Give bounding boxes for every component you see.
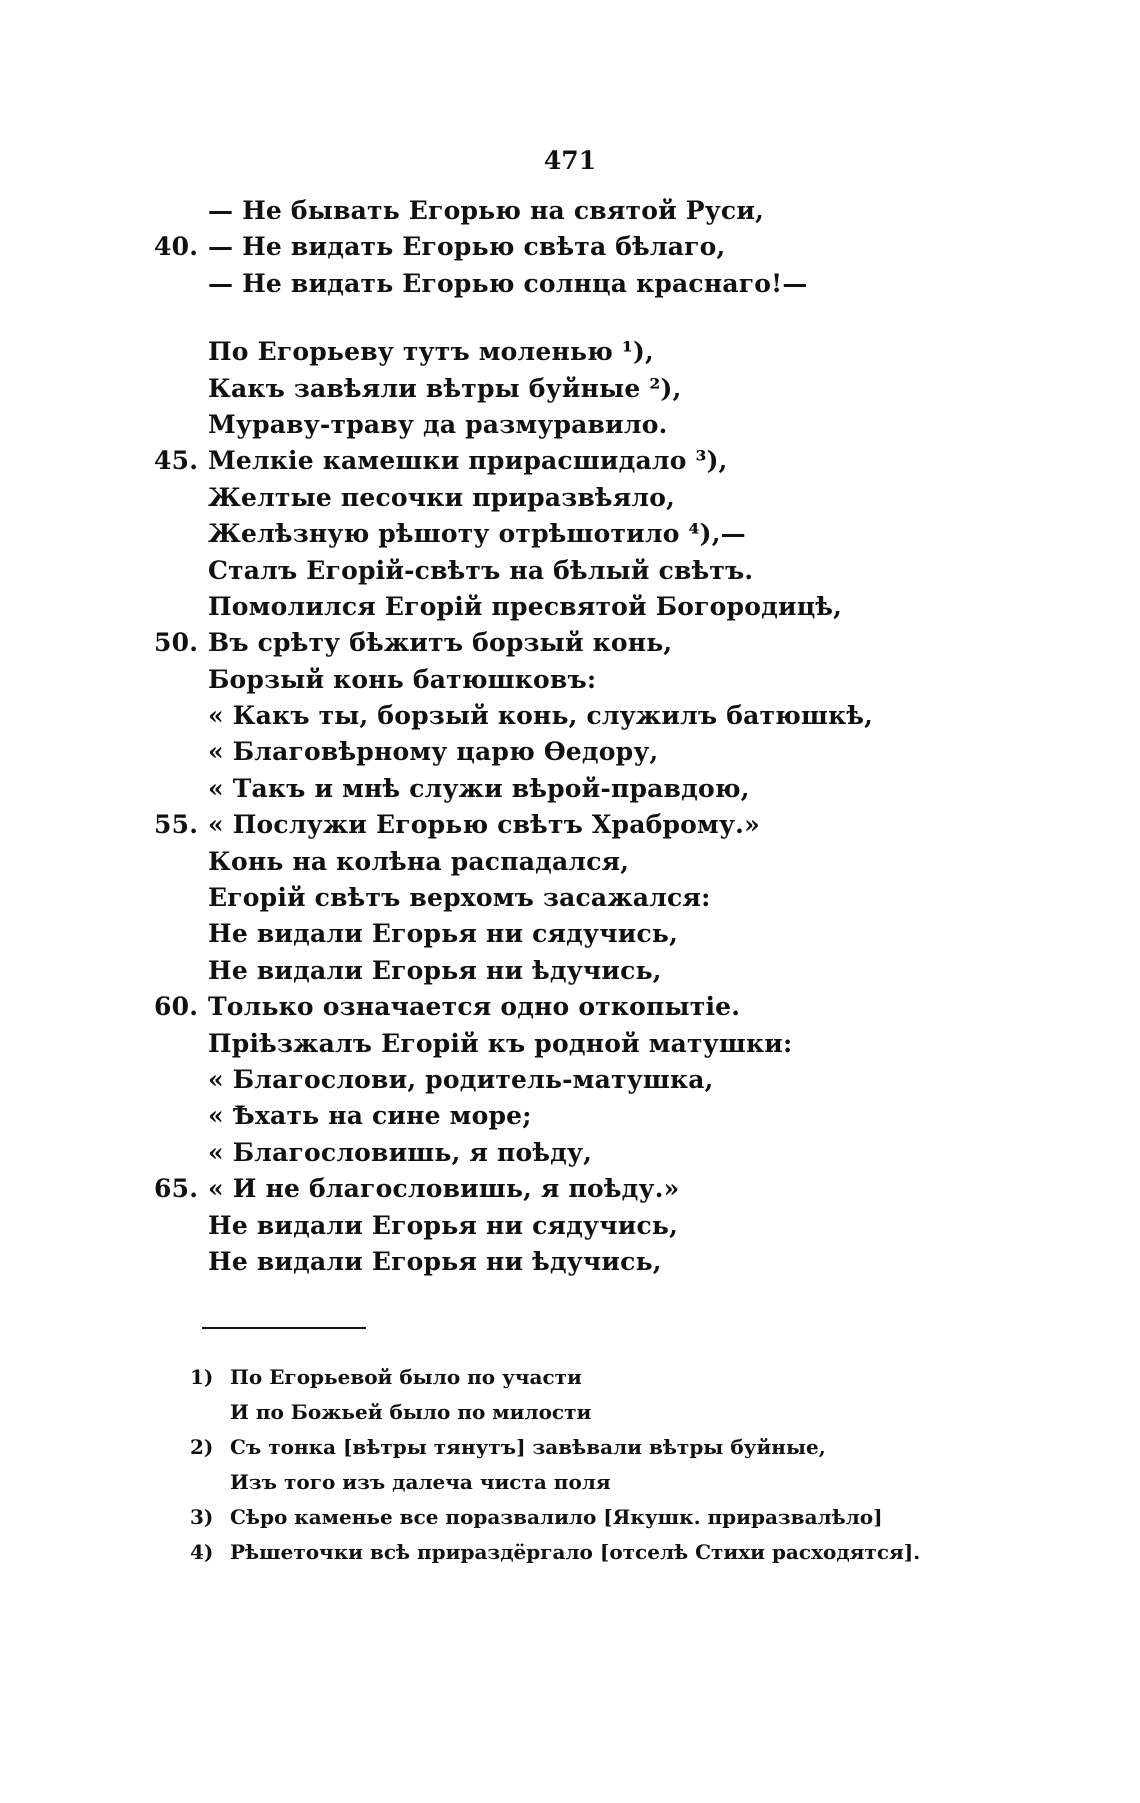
verse-line: [0, 443, 1140, 479]
verse-line: [0, 1208, 1140, 1244]
line-text: Пріѣзжалъ Егорій къ родной матушки:: [208, 1028, 793, 1058]
verse-line: [0, 734, 1140, 770]
line-text: Сталъ Егорій-свѣтъ на бѣлый свѣтъ.: [208, 555, 754, 585]
line-text: Въ срѣту бѣжитъ борзый конь,: [208, 628, 673, 658]
footnote-text: Изъ того изъ далеча чиста поля: [230, 1470, 611, 1494]
line-text: « Благовѣрному царю Ѳедору,: [208, 737, 659, 767]
line-text: Какъ завѣяли вѣтры буйные ²),: [208, 373, 682, 403]
line-text: — Не бывать Егорью на святой Руси,: [208, 196, 764, 225]
line-text: Не видали Егорья ни сядучись,: [208, 1210, 678, 1240]
line-text: Желѣзную рѣшоту отрѣшотило ⁴),—: [208, 519, 746, 549]
verse-line: [0, 1135, 1140, 1171]
verse-line: [0, 553, 1140, 589]
verse-line: [0, 480, 1140, 516]
verse-line: [0, 880, 1140, 916]
line-text: Не видали Егорья ни ѣдучись,: [208, 955, 662, 985]
line-text: Борзый конь батюшковъ:: [208, 664, 597, 694]
line-text: « Какъ ты, борзый конь, служилъ батюшкѣ,: [208, 701, 874, 731]
verse-line: [0, 1171, 1140, 1207]
line-text: « Благословишь, я поѣду,: [208, 1137, 593, 1167]
line-text: Мураву-траву да размуравило.: [208, 409, 668, 439]
footnotes-block: [0, 1360, 1140, 1570]
line-text: Мелкіе камешки прирасшидало ³),: [208, 446, 728, 476]
page-number: 471: [543, 146, 597, 175]
footnote-text: Рѣшеточки всѣ прираздёргало [отселѣ Стихи расходятся].: [230, 1540, 921, 1564]
line-text: По Егорьеву тутъ моленью ¹),: [208, 337, 654, 367]
line-text: — Не видать Егорью свѣта бѣлаго,: [208, 232, 726, 262]
footnote-number: 1): [190, 1365, 214, 1389]
line-number: 65.: [154, 1174, 199, 1204]
line-text: Не видали Егорья ни сядучись,: [208, 919, 678, 949]
line-text: Только означается одно откопытіе.: [208, 992, 741, 1022]
line-number: 55.: [154, 810, 199, 840]
line-text: Помолился Егорій пресвятой Богородицѣ,: [208, 591, 843, 621]
verse-line: [0, 407, 1140, 443]
verse-line: [0, 1098, 1140, 1134]
line-text: « И не благословишь, я поѣду.»: [208, 1174, 680, 1204]
footnote: [0, 1500, 1140, 1535]
line-text: « Благослови, родитель-матушка,: [208, 1064, 714, 1094]
line-text: « Послужи Егорью свѣтъ Храброму.»: [208, 810, 760, 840]
footnote-text: И по Божьей было по милости: [230, 1400, 592, 1424]
verse-line: [0, 193, 1140, 229]
line-text: Желтые песочки приразвѣяло,: [208, 482, 675, 512]
verse-line: [0, 1244, 1140, 1280]
footnote-number: 4): [190, 1540, 214, 1564]
line-text: « Такъ и мнѣ служи вѣрой-правдою,: [208, 773, 750, 803]
line-number: 50.: [154, 628, 199, 658]
verse-line: [0, 916, 1140, 952]
verse-line: [0, 516, 1140, 552]
verse-line: [0, 953, 1140, 989]
verse-line: [0, 771, 1140, 807]
footnote: [0, 1360, 1140, 1395]
footnote-text: Съ тонка [вѣтры тянутъ] завѣвали вѣтры буйные,: [230, 1435, 826, 1459]
verse-line: [0, 625, 1140, 661]
footnote-text: По Егорьевой было по участи: [230, 1365, 582, 1389]
stanza-gap: [0, 302, 1140, 334]
verse-line: [0, 662, 1140, 698]
line-number: 40.: [154, 232, 199, 262]
line-number: 45.: [154, 446, 199, 476]
footnote-text: Сѣро каменье все поразвалило [Якушк. приразвалѣло]: [230, 1505, 883, 1529]
line-number: 60.: [154, 992, 199, 1022]
verse-line: [0, 589, 1140, 625]
footnote-number: 2): [190, 1435, 214, 1459]
footnote-number: 3): [190, 1505, 214, 1529]
verse-line: [0, 807, 1140, 843]
line-text: — Не видать Егорью солнца краснаго!—: [208, 268, 808, 298]
footnote-rule: [202, 1327, 366, 1329]
verse-line: [0, 229, 1140, 265]
verse-line: [0, 334, 1140, 370]
verse-line: [0, 266, 1140, 302]
verse-line: [0, 1026, 1140, 1062]
verse-block: [0, 193, 1140, 1280]
line-text: « Ѣхать на сине море;: [208, 1101, 532, 1131]
line-text: Не видали Егорья ни ѣдучись,: [208, 1246, 662, 1276]
line-text: Конь на колѣна распадался,: [208, 846, 630, 876]
verse-line: [0, 1062, 1140, 1098]
footnote: [0, 1465, 1140, 1500]
footnote: [0, 1430, 1140, 1465]
footnote: [0, 1535, 1140, 1570]
verse-line: [0, 371, 1140, 407]
verse-line: [0, 844, 1140, 880]
footnote: [0, 1395, 1140, 1430]
verse-line: [0, 989, 1140, 1025]
verse-line: [0, 698, 1140, 734]
line-text: Егорій свѣтъ верхомъ засажался:: [208, 883, 711, 913]
